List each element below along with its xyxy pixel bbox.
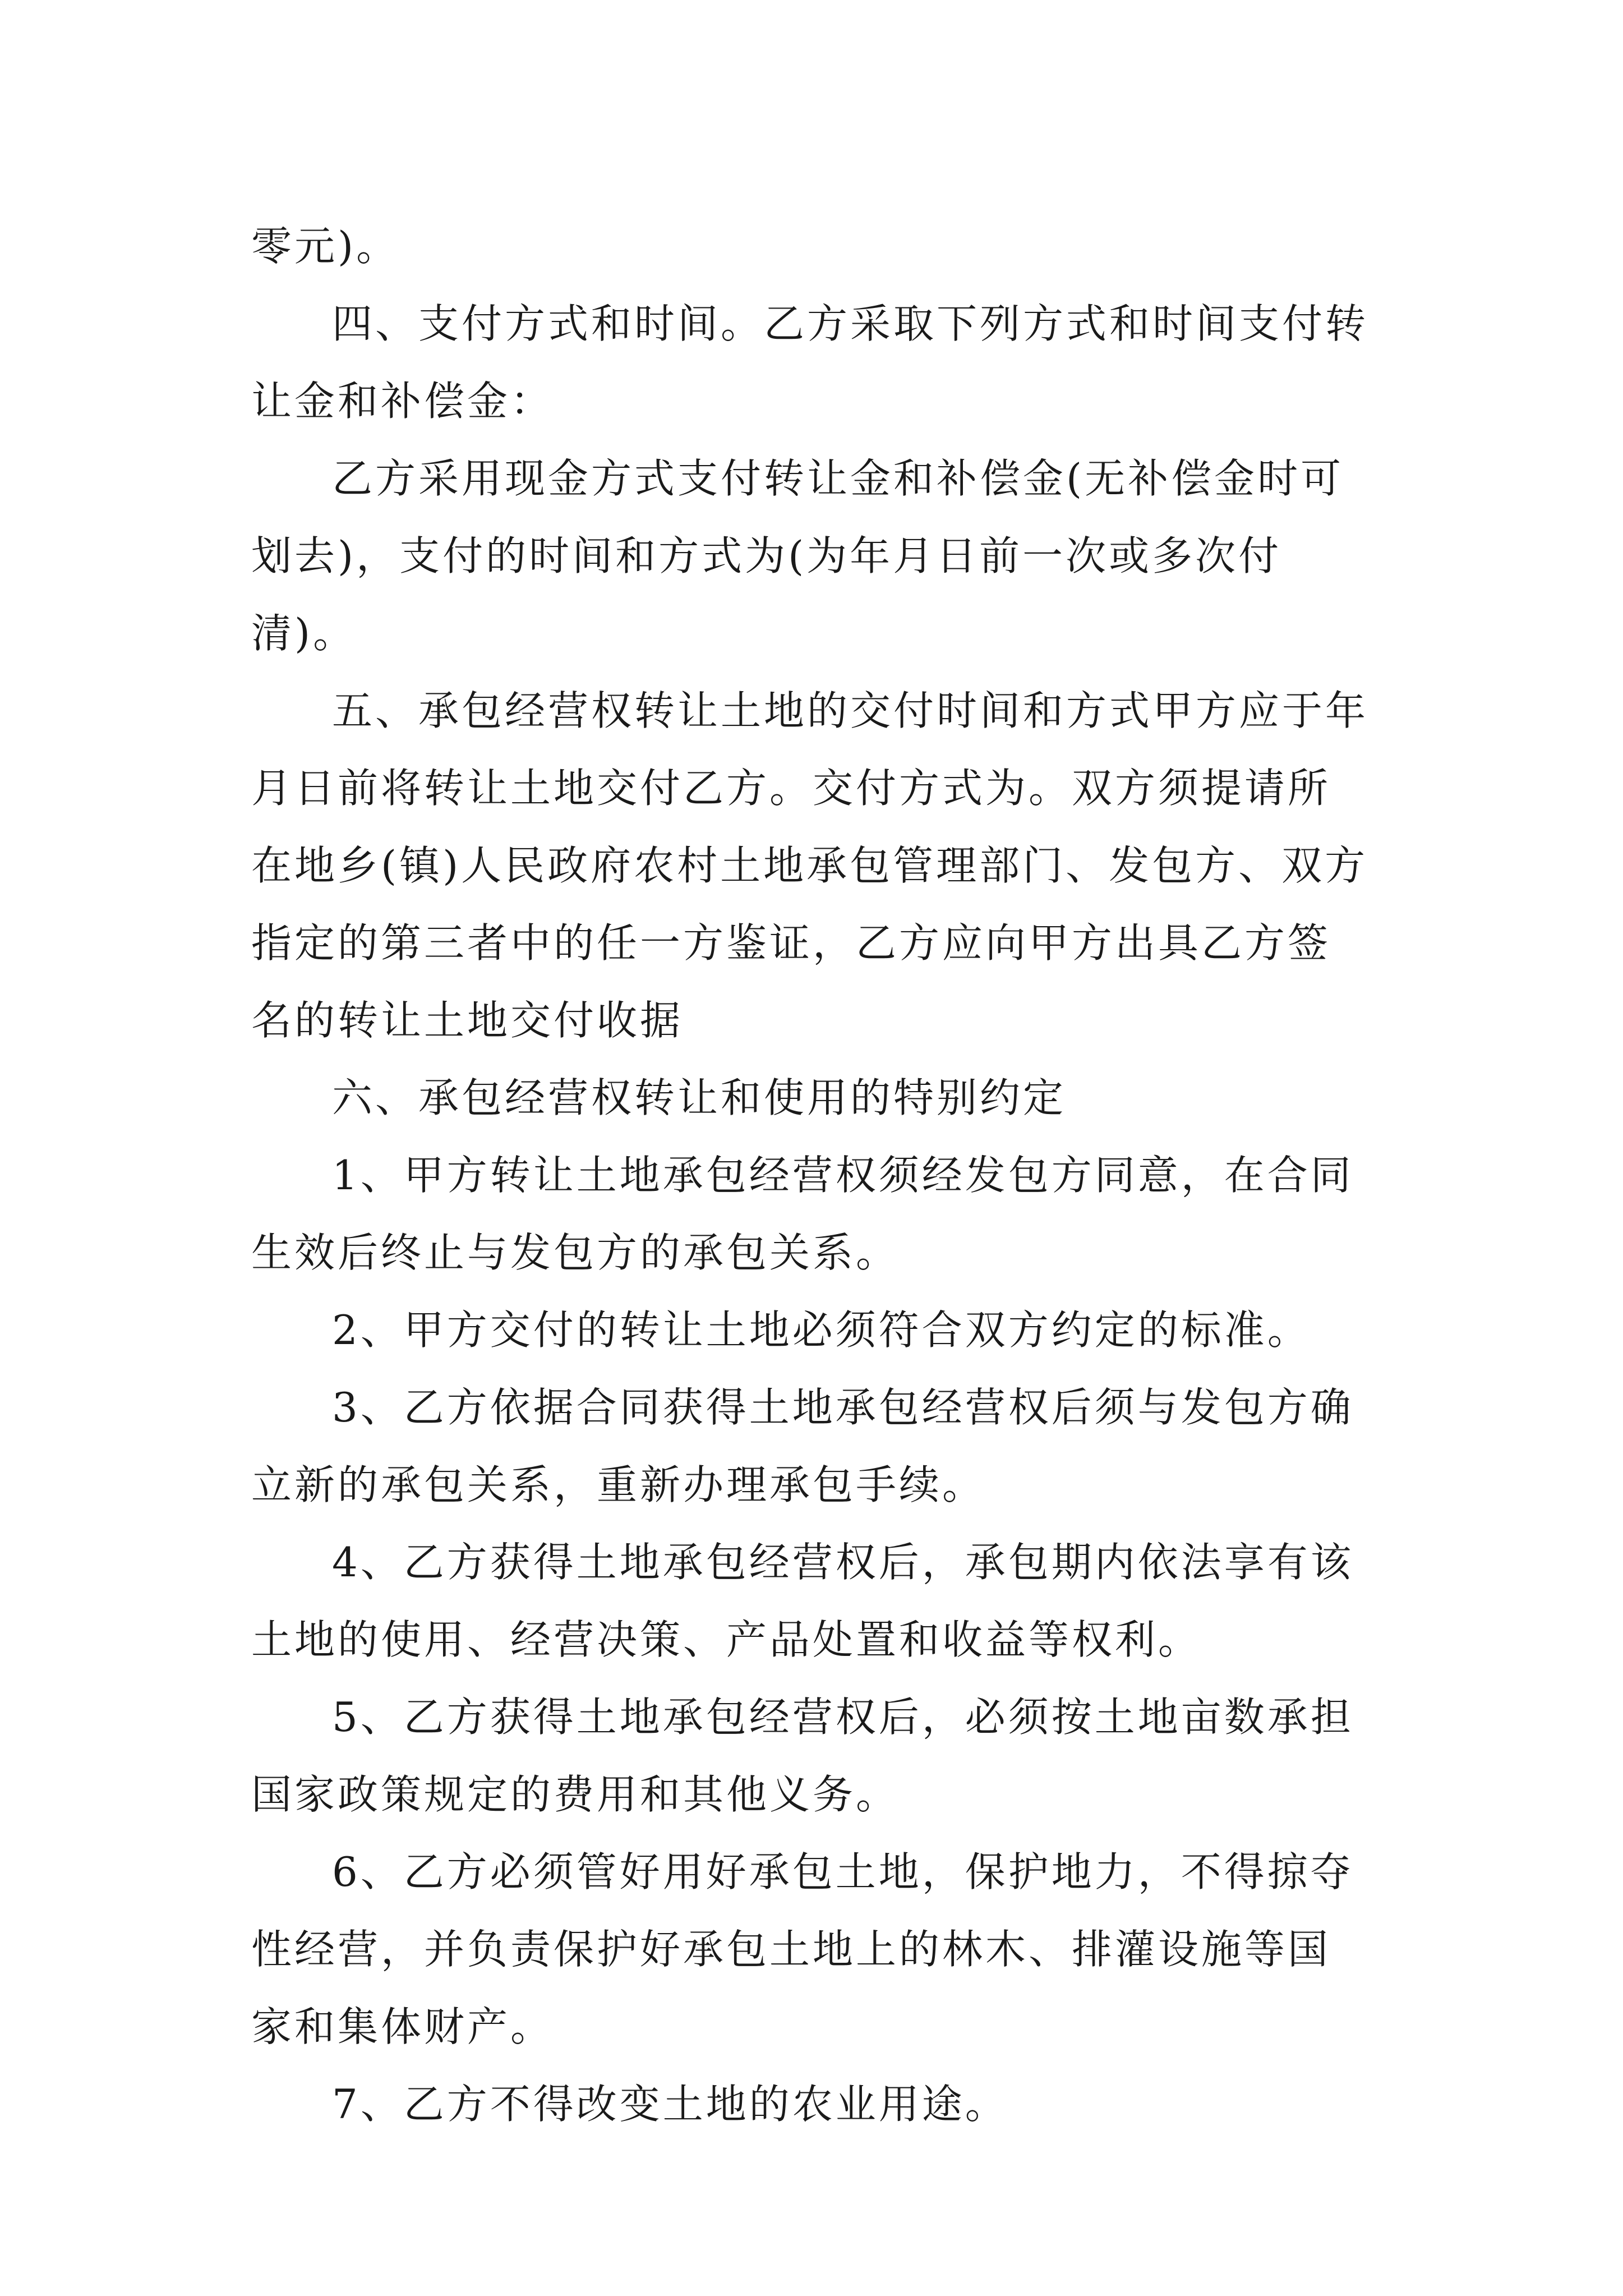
paragraph-section-4: 四、支付方式和时间。乙方采取下列方式和时间支付转让金和补偿金： xyxy=(251,300,1369,425)
paragraph-clause-5: 5、乙方获得土地承包经营权后，必须按土地亩数承担国家政策规定的费用和其他义务。 xyxy=(251,1694,1354,1818)
paragraph-clause-3: 3、乙方依据合同获得土地承包经营权后须与发包方确立新的承包关系，重新办理承包手续。 xyxy=(251,1384,1354,1508)
paragraph-clause-4: 4、乙方获得土地承包经营权后，承包期内依法享有该土地的使用、经营决策、产品处置和收益等权利。 xyxy=(251,1539,1354,1663)
paragraph-clause-6: 6、乙方必须管好用好承包土地，保护地力，不得掠夺性经营，并负责保护好承包土地上的林木、排灌设施等国家和集体财产。 xyxy=(251,1848,1354,2050)
paragraph-clause-2: 2、甲方交付的转让土地必须符合双方约定的标准。 xyxy=(332,1306,1311,1354)
document-body xyxy=(251,208,1373,2143)
paragraph-continuation: 零元)。 xyxy=(251,223,400,270)
paragraph-section-5: 五、承包经营权转让土地的交付时间和方式甲方应于年月日前将转让土地交付乙方。交付方式为。双方须提请所在地乡(镇)人民政府农村土地承包管理部门、发包方、双方指定的第三者中的任一方鉴证，乙方应向甲方出具乙方签名的转让土地交付收据 xyxy=(251,687,1369,1044)
paragraph-section-6-heading: 六、承包经营权转让和使用的特别约定 xyxy=(332,1074,1067,1121)
paragraph-clause-1: 1、甲方转让土地承包经营权须经发包方同意，在合同生效后终止与发包方的承包关系。 xyxy=(251,1152,1354,1276)
paragraph-payment-detail: 乙方采用现金方式支付转让金和补偿金(无补偿金时可划去)，支付的时间和方式为(为年月日前一次或多次付清)。 xyxy=(251,455,1344,657)
paragraph-clause-7: 7、乙方不得改变土地的农业用途。 xyxy=(332,2081,1008,2128)
